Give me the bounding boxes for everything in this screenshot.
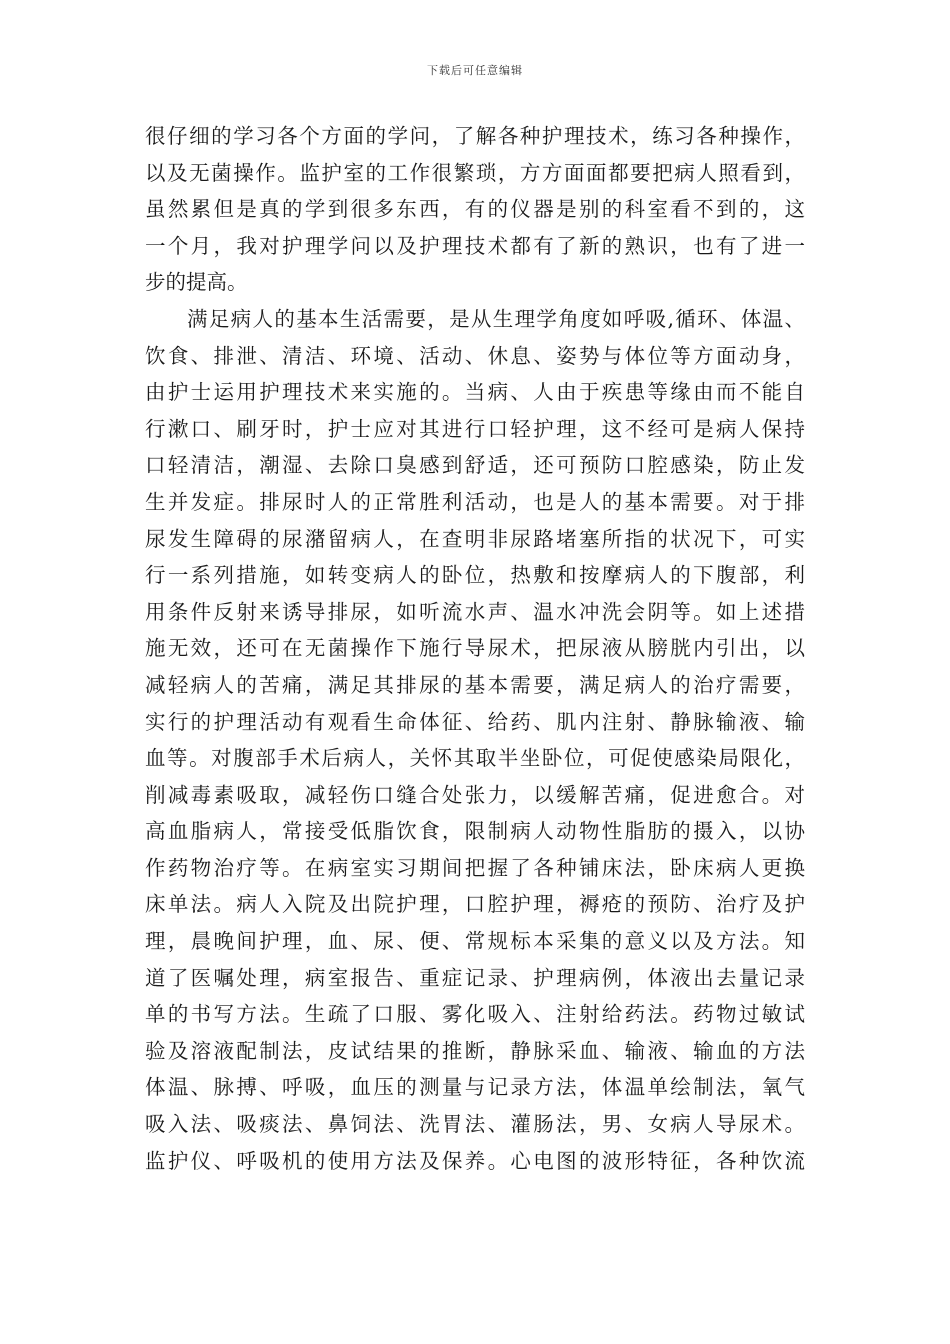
paragraph-2 [145, 301, 805, 1179]
text-line: 尿发生障碍的尿潴留病人，在查明非尿路堵塞所指的状况下，可实 [145, 526, 805, 551]
text-line: 施无效，还可在无菌操作下施行导尿术，把尿液从膀胱内引出，以 [145, 636, 805, 661]
text-line: 作药物治疗等。在病室实习期间把握了各种铺床法，卧床病人更换 [145, 855, 805, 880]
text-line: 实行的护理活动有观看生命体征、给药、肌内注射、静脉输液、输 [145, 709, 805, 734]
text-line: 用条件反射来诱导排尿，如听流水声、温水冲洗会阴等。如上述措 [145, 599, 805, 624]
text-line: 床单法。病人入院及出院护理，口腔护理，褥疮的预防、治疗及护 [145, 892, 805, 917]
text-line: 由护士运用护理技术来实施的。当病、人由于疾患等缘由而不能自 [145, 380, 805, 405]
text-line: 饮食、排泄、清洁、环境、活动、休息、姿势与体位等方面动身， [145, 343, 805, 368]
text-line: 步的提高。 [145, 270, 248, 295]
text-line: 体温、脉搏、呼吸，血压的测量与记录方法，体温单绘制法，氧气 [145, 1075, 805, 1100]
text-line: 生并发症。排尿时人的正常胜利活动，也是人的基本需要。对于排 [145, 489, 805, 514]
text-line: 高血脂病人，常接受低脂饮食，限制病人动物性脂肪的摄入，以协 [145, 819, 805, 844]
text-line: 监护仪、呼吸机的使用方法及保养。心电图的波形特征，各种饮流 [145, 1148, 805, 1173]
text-line: 道了医嘱处理，病室报告、重症记录、护理病例，体液出去量记录 [145, 965, 805, 990]
text-line: 减轻病人的苦痛，满足其排尿的基本需要，满足病人的治疗需要， [145, 672, 805, 697]
paragraph-1 [145, 118, 805, 301]
text-line: 很仔细的学习各个方面的学问，了解各种护理技术，练习各种操作， [145, 124, 805, 148]
text-line: 削减毒素吸取，减轻伤口缝合处张力，以缓解苦痛，促进愈合。对 [145, 782, 805, 807]
text-line: 验及溶液配制法，皮试结果的推断，静脉采血、输液、输血的方法 [145, 1038, 805, 1063]
body-text [145, 118, 805, 1179]
text-line: 行一系列措施，如转变病人的卧位，热敷和按摩病人的下腹部，利 [145, 563, 805, 588]
text-line: 以及无菌操作。监护室的工作很繁琐，方方面面都要把病人照看到， [145, 160, 805, 185]
text-line: 虽然累但是真的学到很多东西，有的仪器是别的科室看不到的，这 [145, 197, 805, 222]
text-line: 口轻清洁，潮湿、去除口臭感到舒适，还可预防口腔感染，防止发 [145, 453, 805, 478]
text-line: 理，晨晚间护理，血、尿、便、常规标本采集的意义以及方法。知 [145, 929, 805, 954]
text-line: 血等。对腹部手术后病人，关怀其取半坐卧位，可促使感染局限化， [145, 746, 805, 771]
page-header: 下载后可任意编辑 [427, 64, 523, 77]
text-line: 行漱口、刷牙时，护士应对其进行口轻护理，这不经可是病人保持 [145, 416, 805, 441]
text-line: 满足病人的基本生活需要，是从生理学角度如呼吸,循环、体温、 [187, 306, 805, 331]
text-line: 一个月，我对护理学问以及护理技术都有了新的熟识，也有了进一 [145, 233, 805, 258]
text-line: 单的书写方法。生疏了口服、雾化吸入、注射给药法。药物过敏试 [145, 1002, 805, 1027]
text-line: 吸入法、吸痰法、鼻饲法、洗胃法、灌肠法，男、女病人导尿术。 [145, 1112, 805, 1137]
